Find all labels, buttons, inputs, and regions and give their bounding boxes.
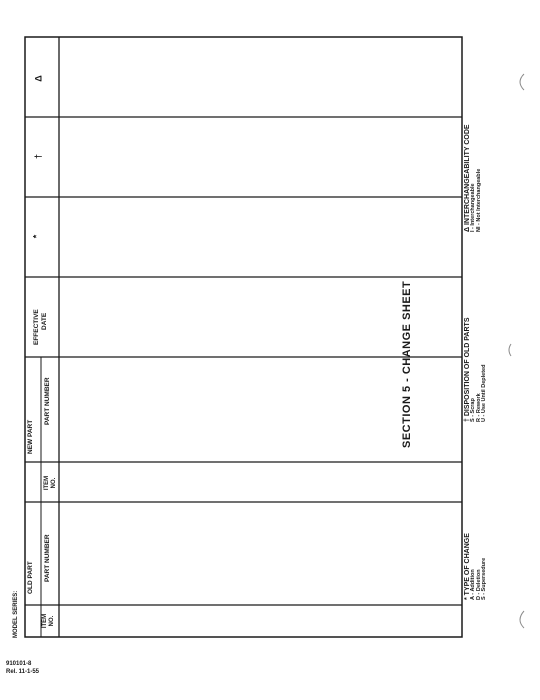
effective-date-line2: DATE [41,312,48,330]
legend-interchange-title: Δ INTERCHANGEABILITY CODE [464,124,471,232]
legend-type-item: A - Addition [470,569,476,600]
old-part-header: OLD PART [27,561,34,594]
effective-date-line1: EFFECTIVE [33,309,40,345]
legend-type-item: S - Supersedure [481,557,487,600]
asterisk-icon: * [31,234,42,239]
new-part-header: NEW PART [27,419,34,454]
dagger-icon: † [33,153,44,160]
legend-disposition-item: R - Rework [475,393,482,422]
section-title: SECTION 5 - CHANGE SHEET [401,280,413,448]
old-part-number-header: PART NUMBER [44,534,51,582]
binder-hole-bottom [520,611,524,628]
revision-date: Rel. 11-1-55 [6,668,40,675]
new-item-no-header: ITEM NO. [44,475,57,491]
old-item-no-header: ITEM NO. [42,613,55,629]
legend-type-title: * TYPE OF CHANGE [464,533,471,600]
binder-hole-top [520,74,524,90]
new-part-number-header: PART NUMBER [44,377,51,425]
legend-disposition-item: U - Use Until Depleted [481,364,487,422]
form-number: 910101-8 [6,661,32,667]
legend-disposition-title: † DISPOSITION OF OLD PARTS [464,317,471,422]
legend-interchange-item: NI - Not Interchangeable [475,168,482,232]
legend-disposition-item: S - Scrap [470,398,476,422]
model-series-label: MODEL SERIES: [13,590,19,638]
legend-type-item: D - Deletion [475,569,482,600]
binder-hole-mid [509,344,511,356]
legend-interchange-item: I - Interchangeable [470,183,476,232]
delta-icon: Δ [33,75,44,82]
